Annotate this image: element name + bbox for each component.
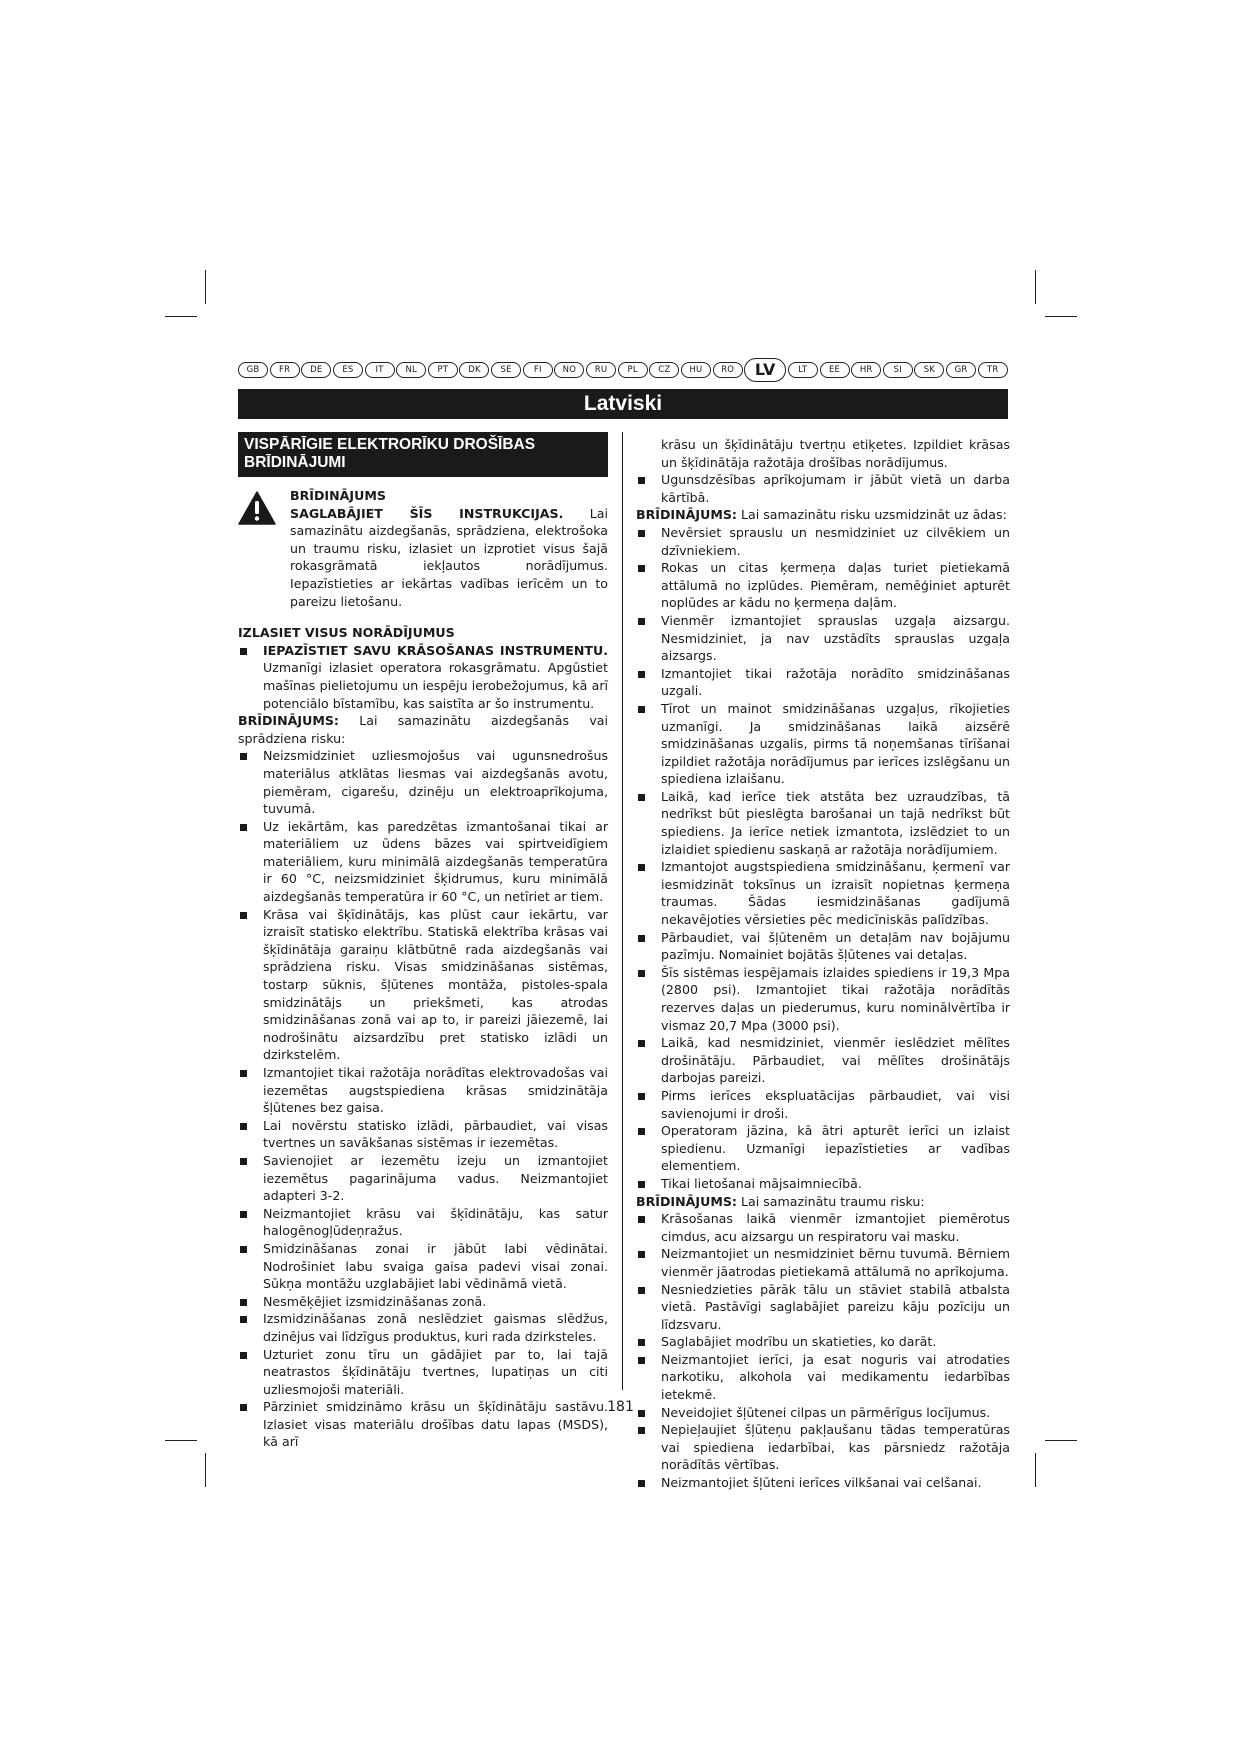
list-item-text: Pārziniet smidzināmo krāsu un šķīdinātāju sastāvu. Izlasiet visas materiālu drošības datu lapas (MSDS), kā arī (263, 1399, 608, 1450)
bullet-icon (638, 671, 645, 678)
bullet-icon (638, 530, 645, 537)
language-chip-se: SE (491, 362, 521, 378)
crop-mark (205, 1453, 206, 1487)
list-item-text: Neveidojiet šļūtenei cilpas un pārmērīgus locījumus. (661, 1404, 991, 1420)
bullet-icon (638, 794, 645, 801)
bullet-icon (240, 1070, 247, 1077)
list-item-text: Saglabājiet modrību un skatieties, ko darāt. (661, 1334, 937, 1350)
language-chip-es: ES (333, 362, 363, 378)
bullet-icon (638, 565, 645, 572)
bullet-icon (638, 1128, 645, 1135)
list-item-text: Izmantojiet tikai ražotāja norādīto smidzināšanas uzgali. (661, 665, 1010, 699)
fire-warning-label: BRĪDINĀJUMS: (238, 713, 339, 729)
know-tool-lead: IEPAZĪSTIET SAVU KRĀSOŠANAS INSTRUMENTU. (263, 642, 608, 658)
injury-warning (636, 1193, 1010, 1211)
list-item-text: Pārbaudiet, vai šļūtenēm un detaļām nav bojājumu pazīmju. Nomainiet bojātās šļūtenes vai detaļas. (661, 929, 1010, 963)
crop-mark (1045, 316, 1077, 317)
language-chip-hr: HR (851, 362, 881, 378)
bullet-icon (240, 1316, 247, 1323)
list-item (636, 1034, 1010, 1087)
bullet-icon (638, 935, 645, 942)
list-item (238, 1205, 608, 1240)
language-banner: Latviski (238, 389, 1008, 419)
injection-items-list (636, 524, 1010, 1193)
language-chip-lt: LT (788, 362, 818, 378)
language-chip-ee: EE (820, 362, 850, 378)
language-chip-gr: GR (946, 362, 976, 378)
list-item (636, 524, 1010, 559)
list-item-text: Krāsošanas laikā vienmēr izmantojiet piemērotus cimdus, acu aizsargu un respiratoru vai masku. (661, 1211, 1010, 1244)
crop-mark (165, 316, 197, 317)
language-chip-sk: SK (914, 362, 944, 378)
list-item (636, 1087, 1010, 1122)
list-item-text: Nepieļaujiet šļūteņu pakļaušanu tādas temperatūras vai spiediena iedarbībai, kas pārsniedz ražotāja norādītās vērtības. (661, 1422, 1010, 1473)
right-column (636, 436, 1010, 1492)
list-item (238, 1240, 608, 1293)
list-item (636, 471, 1010, 506)
list-item (238, 1152, 608, 1205)
list-item (636, 1122, 1010, 1175)
list-item (238, 906, 608, 1064)
language-selector-bar (238, 358, 1008, 382)
bullet-icon (638, 1216, 645, 1223)
list-item-text: Neizmantojiet krāsu vai šķīdinātāju, kas satur halogēnogļūdeņražus. (263, 1205, 608, 1239)
list-item (238, 1310, 608, 1345)
warning-block (238, 487, 608, 610)
list-item-text: Savienojiet ar iezemētu izeju un izmantojiet iezemētus pagarinājuma vadus. Neizmantojiet adapteri 3-2. (263, 1152, 608, 1204)
left-column (238, 432, 608, 1451)
list-item (238, 1064, 608, 1117)
list-item-text: Pirms ierīces ekspluatācijas pārbaudiet, vai visi savienojumi ir droši. (661, 1087, 1010, 1121)
language-chip-fi: FI (523, 362, 553, 378)
list-item (636, 858, 1010, 928)
bullet-icon (638, 970, 645, 977)
injection-warning-text: Lai samazinātu risku uzsmidzināt uz ādas: (736, 507, 1007, 523)
warning-triangle-icon (238, 491, 276, 525)
list-item-text: Nesmēķējiet izsmidzināšanas zonā. (263, 1293, 487, 1309)
list-item (238, 818, 608, 906)
bullet-icon (240, 1246, 247, 1253)
section-title: VISPĀRĪGIE ELEKTRORĪKU DROŠĪBAS BRĪDINĀJUMI (238, 432, 608, 477)
list-item-text: Vienmēr izmantojiet sprauslas uzgaļa aizsargu. Nesmidziniet, ja nav uzstādīts sprauslas uzgaļa aizsargs. (661, 612, 1010, 664)
language-chip-no: NO (554, 362, 584, 378)
list-item (636, 1245, 1010, 1280)
bullet-icon (240, 1299, 247, 1306)
list-item-text: Tikai lietošanai mājsaimniecībā. (661, 1175, 862, 1191)
crop-mark (165, 1440, 197, 1441)
bullet-icon (240, 912, 247, 919)
list-item (238, 1117, 608, 1152)
bullet-icon (638, 1480, 645, 1487)
list-item-text: Lai novērstu statisko izlādi, pārbaudiet, vai visas tvertnes un savākšanas sistēmas ir iezemētas. (263, 1117, 608, 1151)
language-chip-fr: FR (270, 362, 300, 378)
list-item-text: Uzturiet zonu tīru un gādājiet par to, lai tajā neatrastos šķīdinātāju tvertnes, lupatiņas un citi uzliesmojoši materiāli. (263, 1346, 608, 1397)
list-item (636, 1175, 1010, 1193)
list-item (636, 929, 1010, 964)
bullet-icon (638, 706, 645, 713)
list-item (636, 1281, 1010, 1334)
bullet-icon (638, 1251, 645, 1258)
bullet-icon (638, 1339, 645, 1346)
list-item (636, 700, 1010, 788)
list-item (636, 559, 1010, 612)
bullet-icon (638, 1093, 645, 1100)
language-chip-pl: PL (618, 362, 648, 378)
injury-warning-text: Lai samazinātu traumu risku: (736, 1193, 925, 1209)
bullet-icon (240, 648, 247, 655)
list-item-text: Neizmantojiet un nesmidziniet bērnu tuvumā. Bērniem vienmēr jāatrodas pietiekamā attālumā no aprīkojuma. (661, 1246, 1010, 1279)
bullet-icon (240, 1211, 247, 1218)
list-item-text: Rokas un citas ķermeņa daļas turiet pietiekamā attālumā no izplūdes. Piemēram, nemēģiniet apturēt noplūdes ar kādu no ķermeņa daļām. (661, 560, 1010, 611)
list-item (238, 1293, 608, 1311)
fire-warning-text: Lai samazinātu aizdegšanās vai sprādziena risku: (238, 713, 608, 746)
bullet-icon (638, 477, 645, 484)
crop-mark (205, 270, 206, 304)
list-item-text: Krāsa vai šķīdinātājs, kas plūst caur iekārtu, var izraisīt statisko elektrību. Statiskā elektrība krāsas vai šķīdinātāja garaiņu klātbūtnē rada aizdegšanās vai sprādziena risku. Visas smidzināšanas sistēmas, tostarp sūknis, šļūtenes montāža, pistoles-spala smidzinātājs un priekšmeti, kas atrodas smidzināšanas zonā vai ap to, ir pareizi jāiezemē, lai nodrošinātu aizsardzību pret statisko izlādi un dzirkstelēm. (263, 906, 608, 1063)
fire-items-list (238, 747, 608, 1451)
injection-warning (636, 506, 1010, 524)
warning-body: Lai samazinātu aizdegšanās, sprādziena, elektrošoka un traumu risku, izlasiet un izprotiet visus šajā rokasgrāmatā iekļautos norādījumus. Iepazīstieties ar iekārtas vadības ierīcēm un to pareizu lietošanu. (290, 505, 608, 609)
language-chip-dk: DK (459, 362, 489, 378)
page-number: 181 (607, 1399, 634, 1415)
list-item-text: Izsmidzināšanas zonā neslēdziet gaismas slēdžus, dzinējus vai līdzīgus produktus, kuri rada dzirksteles. (263, 1311, 608, 1344)
language-chip-ro: RO (713, 362, 743, 378)
bullet-icon (638, 1357, 645, 1364)
know-tool-list (238, 642, 608, 712)
warning-lead: SAGLABĀJIET ŠĪS INSTRUKCIJAS. (290, 505, 564, 521)
list-item (636, 1210, 1010, 1245)
list-item (636, 1421, 1010, 1474)
fire-items-list-continued (636, 471, 1010, 506)
language-chip-nl: NL (396, 362, 426, 378)
know-tool-text: Uzmanīgi izlasiet operatora rokasgrāmatu. Apgūstiet mašīnas pielietojumu un iespēju ierobežojumus, kā arī potenciālo bīstamību, kas saistīta ar šo instrumentu. (263, 660, 608, 711)
list-item (636, 1333, 1010, 1351)
bullet-icon (638, 864, 645, 871)
list-item-text: Nevērsiet sprauslu un nesmidziniet uz cilvēkiem un dzīvniekiem. (661, 524, 1010, 558)
bullet-icon (638, 1427, 645, 1434)
language-chip-lv: LV (744, 358, 786, 382)
list-item-text: Neizmantojiet ierīci, ja esat noguris vai atrodaties narkotiku, alkohola vai medikamentu iedarbības ietekmē. (661, 1351, 1010, 1403)
list-item-text: Operatoram jāzina, kā ātri apturēt ierīci un izlaist spiedienu. Uzmanīgi iepazīstieties ar vadības elementiem. (661, 1123, 1010, 1174)
list-item-text: Izmantojiet tikai ražotāja norādītas elektrovadošas vai iezemētas augstspiediena krāsas smidzinātāja šļūtenes bez gaisa. (263, 1065, 608, 1116)
language-chip-pt: PT (428, 362, 458, 378)
list-item (636, 1351, 1010, 1404)
language-chip-it: IT (365, 362, 395, 378)
injection-warning-label: BRĪDINĀJUMS: (636, 507, 737, 523)
list-item (238, 747, 608, 817)
language-chip-ru: RU (586, 362, 616, 378)
crop-mark (1035, 270, 1036, 304)
list-item-text: Nesniedzieties pārāk tālu un stāviet stabilā atbalsta vietā. Pastāvīgi saglabājiet pareizu kāju pozīciju un līdzsvaru. (661, 1281, 1010, 1332)
language-chip-hu: HU (681, 362, 711, 378)
warning-text (290, 487, 608, 610)
list-item (238, 1346, 608, 1399)
column-divider (622, 432, 623, 1390)
injury-items-list (636, 1210, 1010, 1492)
bullet-icon (638, 1040, 645, 1047)
bullet-icon (638, 1287, 645, 1294)
list-item (636, 665, 1010, 700)
bullet-icon (240, 1158, 247, 1165)
continued-text: krāsu un šķīdinātāju tvertņu etiķetes. Izpildiet krāsas un šķīdinātāja ražotāja drošības norādījumus. (661, 437, 1010, 470)
list-item-text: Laikā, kad ierīce tiek atstāta bez uzraudzības, tā nedrīkst būt pieslēgta barošanai un tajā nedrīkst būt spiediens. Ja ierīce netiek izmantota, izslēdziet to un izlaidiet spiedienu saskaņā ar ražotāja norādījumiem. (661, 788, 1010, 857)
list-item-text: Laikā, kad nesmidziniet, vienmēr ieslēdziet mēlītes drošinātāju. Pārbaudiet, vai mēlītes drošinātājs darbojas pareizi. (661, 1035, 1010, 1086)
language-chip-cz: CZ (649, 362, 679, 378)
language-chip-de: DE (301, 362, 331, 378)
bullet-icon (638, 618, 645, 625)
list-item (238, 642, 608, 712)
bullet-icon (240, 753, 247, 760)
warning-heading: BRĪDINĀJUMS (290, 488, 386, 503)
list-item (636, 964, 1010, 1034)
list-item-text: Tīrot un mainot smidzināšanas uzgaļus, rīkojieties uzmanīgi. Ja smidzināšanas laikā aizsērē smidzināšanas uzgalis, pirms tā noņemšanas tīrīšanai izpildiet ražotāja norādījumus par ierīces izslēgšanu un spiediena izlaišanu. (661, 700, 1010, 787)
injury-warning-label: BRĪDINĀJUMS: (636, 1193, 737, 1209)
list-item-text: Ugunsdzēsības aprīkojumam ir jābūt vietā un darba kārtībā. (661, 472, 1010, 505)
fire-warning (238, 712, 608, 747)
bullet-icon (240, 824, 247, 831)
list-item-text: Neizsmidziniet uzliesmojošus vai ugunsnedrošus materiālus atklātas liesmas vai aizdegšanās avotu, piemēram, cigarešu, dzinēju un elektroaprīkojuma, tuvumā. (263, 748, 608, 817)
language-chip-tr: TR (978, 362, 1008, 378)
list-item-text: Šīs sistēmas iespējamais izlaides spiediens ir 19,3 Mpa (2800 psi). Izmantojiet tikai ražotāja norādītās rezerves daļas un piederumus, kuru nominālvērtība ir vismaz 20,7 Mpa (3000 psi). (661, 964, 1010, 1033)
crop-mark (1035, 1453, 1036, 1487)
bullet-icon (240, 1352, 247, 1359)
read-instructions-heading: IZLASIET VISUS NORĀDĪJUMUS (238, 625, 455, 641)
crop-mark (1045, 1440, 1077, 1441)
list-item-text: Neizmantojiet šļūteni ierīces vilkšanai vai celšanai. (661, 1475, 982, 1491)
bullet-icon (638, 1181, 645, 1188)
list-item-text: Izmantojot augstspiediena smidzināšanu, ķermenī var iesmidzināt toksīnus un izraisīt nopietnas ķermeņa traumas. Šādas iesmidzināšanas gadījumā nekavējoties vērsieties pēc medicīniskās palīdzības. (661, 859, 1010, 928)
list-item-text: Uz iekārtām, kas paredzētas izmantošanai tikai ar materiāliem uz ūdens bāzes vai spirtveidīgiem materiāliem, kuru minimālā aizdegšanās temperatūra ir 60 °C, neizsmidziniet šķidrumus, kuru minimālā aizdegšanās temperatūra ir 60 °C, un netīriet ar tiem. (263, 818, 608, 905)
list-item (636, 612, 1010, 665)
list-item-text: Smidzināšanas zonai ir jābūt labi vēdinātai. Nodrošiniet labu svaiga gaisa padevi visai zonai. Sūkņa montāžu uzglabājiet labi vēdināmā vietā. (263, 1240, 608, 1292)
language-chip-si: SI (883, 362, 913, 378)
language-chip-gb: GB (238, 362, 268, 378)
bullet-icon (240, 1123, 247, 1130)
list-item (636, 788, 1010, 858)
list-item (636, 1474, 1010, 1492)
